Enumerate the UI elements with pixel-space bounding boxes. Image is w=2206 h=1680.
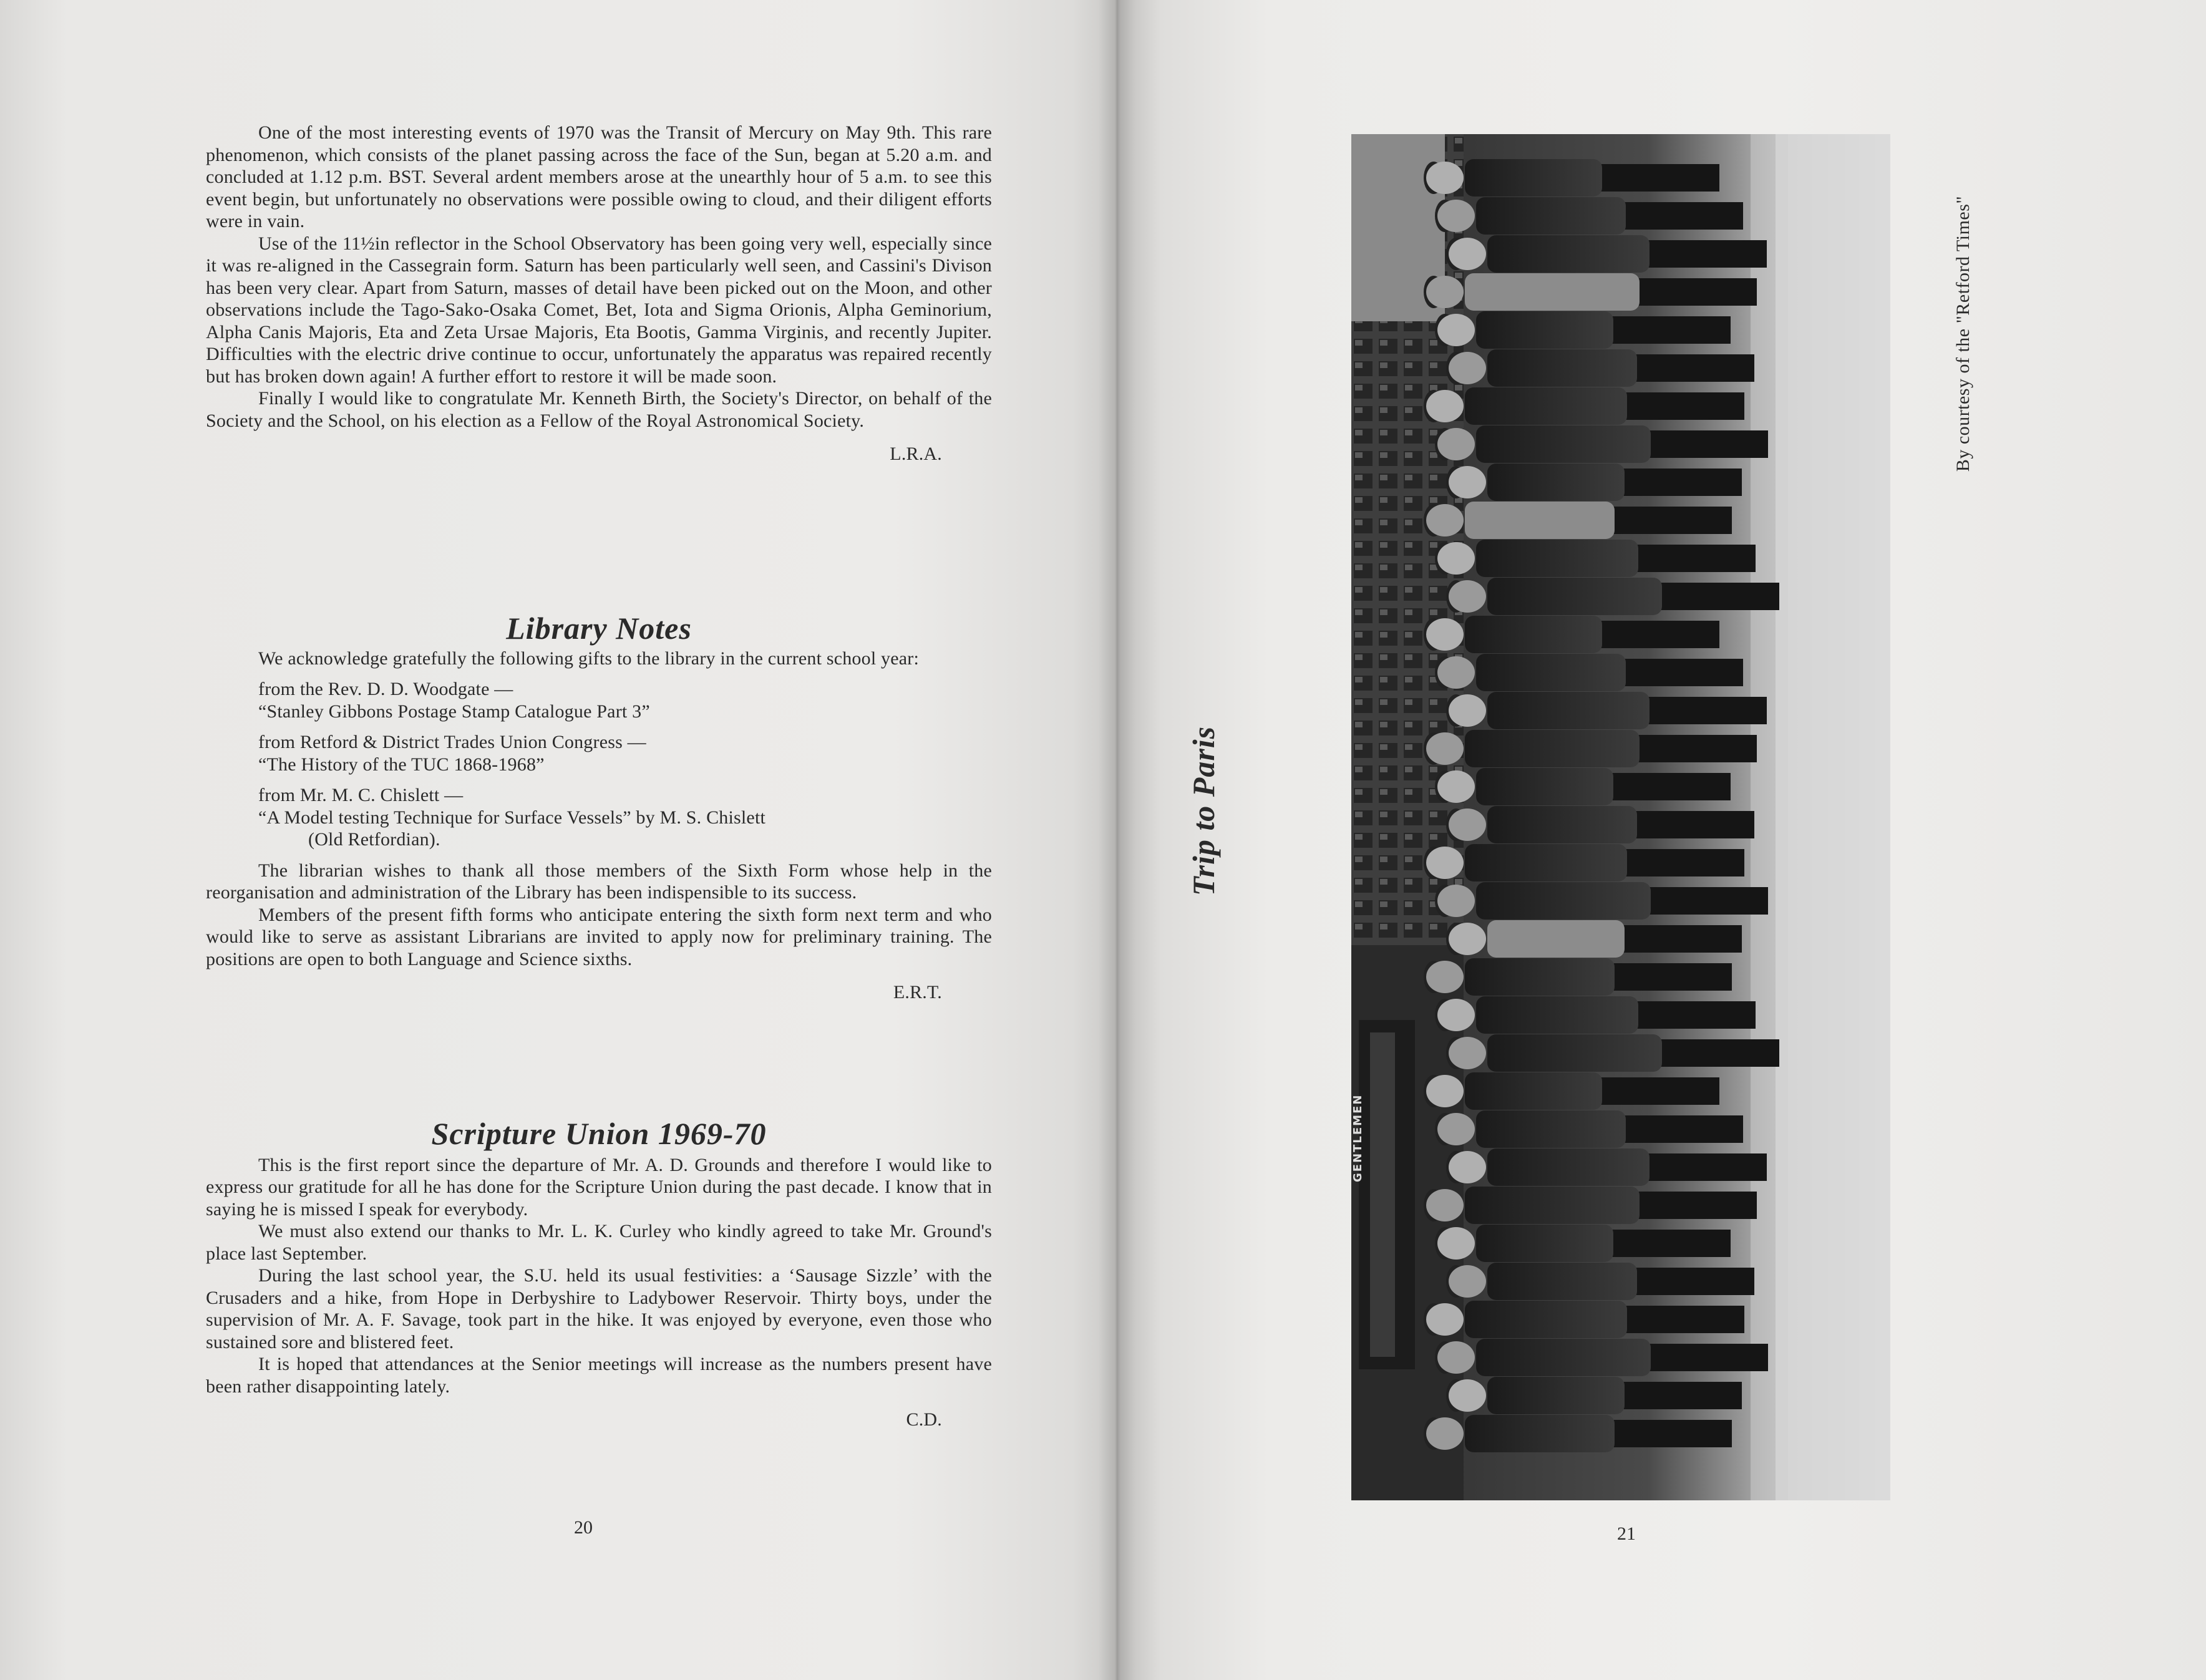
gift-item: [206, 784, 992, 851]
student-figure: [1424, 387, 1744, 425]
scripture-paragraph: It is hoped that attendances at the Senior meetings will increase as the numbers present have been rather disappointing lately.: [206, 1354, 992, 1397]
library-title: Library Notes: [506, 611, 692, 646]
library-signature: E.R.T.: [893, 982, 942, 1003]
astronomy-paragraph: One of the most interesting events of 1970 was the Transit of Mercury on May 9th. This rare phenomenon, which consists of the planet passing across the face of the Sun, began at 5.20 a.m. and concluded at 1.12 p.m. BST. Several ardent members arose at the unearthly hour of 5 a.m. to see this event begin, but unfortunately no observations were possible owing to cloud, and their diligent efforts were in vain.: [206, 122, 992, 231]
student-figure: [1446, 920, 1742, 958]
scripture-signature: C.D.: [906, 1409, 942, 1430]
gift-donor: from Mr. M. C. Chislett —: [258, 785, 464, 805]
student-figure: [1446, 806, 1754, 843]
astronomy-signature: L.R.A.: [890, 444, 942, 464]
photo-credit: By courtesy of the "Retford Times": [1953, 195, 1973, 472]
student-figure: [1446, 349, 1754, 387]
gift-title: “Stanley Gibbons Postage Stamp Catalogue Part 3”: [258, 701, 650, 722]
student-figure: [1424, 273, 1757, 311]
student-figure: [1435, 540, 1756, 577]
student-figure: [1424, 502, 1732, 539]
student-figure: [1424, 1072, 1719, 1110]
photo-title: Trip to Paris: [1186, 726, 1221, 896]
student-figure: [1424, 1415, 1732, 1452]
photo-sign: GENTLEMEN: [1351, 1094, 1364, 1182]
student-figure: [1446, 692, 1767, 729]
student-figure: [1435, 1339, 1768, 1376]
student-figure: [1424, 730, 1757, 767]
gift-item: [206, 678, 992, 722]
student-figure: [1446, 1034, 1779, 1072]
gift-donor: from Retford & District Trades Union Congress —: [258, 732, 646, 752]
scripture-title: Scripture Union 1969-70: [431, 1116, 767, 1151]
student-figure: [1435, 1225, 1731, 1262]
library-paragraph: Members of the present fifth forms who anticipate entering the sixth form next term and who would like to serve as assistant Librarians are invited to apply now for preliminary training. The positions are open to both Language and Science sixths.: [206, 904, 992, 969]
student-figure: [1424, 1187, 1757, 1224]
scripture-section: [206, 1116, 992, 1431]
student-figure: [1424, 958, 1732, 996]
student-figure: [1424, 1301, 1744, 1338]
student-figure: [1435, 996, 1756, 1034]
scripture-paragraph: This is the first report since the departure of Mr. A. D. Grounds and therefore I would like to express our gratitude for all he has done for the Scripture Union during the past decade. I know that in saying he is missed I speak for everybody.: [206, 1154, 992, 1220]
student-figure: [1424, 616, 1719, 653]
library-paragraph: The librarian wishes to thank all those members of the Sixth Form whose help in the reorganisation and administration of the Library has been indispensible to its success.: [206, 860, 992, 903]
scripture-paragraph: We must also extend our thanks to Mr. L. K. Curley who kindly agreed to take Mr. Ground's place last September.: [206, 1221, 992, 1264]
student-figure: [1435, 197, 1743, 235]
astronomy-paragraph: Use of the 11½in reflector in the School Observatory has been going very well, especially since it was re-aligned in the Cassegrain form. Saturn has been particularly well seen, and Cassini's Divison has been very clear. Apart from Saturn, masses of detail have been picked out on the Moon, and other observations include the Tago-Sako-Osaka Comet, Bet, Iota and Sigma Orionis, Alpha Geminorium, Alpha Canis Majoris, Eta and Zeta Ursae Majoris, Eta Bootis, Gamma Virginis, and recently Jupiter. Difficulties with the electric drive continue to occur, unfortunately the apparatus was repaired recently but has broken down again! A further effort to restore it will be made soon.: [206, 233, 992, 387]
astronomy-section: [206, 122, 992, 465]
student-figure: [1446, 235, 1767, 273]
student-figure: [1435, 311, 1731, 349]
student-figure: [1435, 1110, 1743, 1148]
student-figure: [1435, 425, 1768, 463]
group-photo: [1351, 134, 1890, 1500]
student-figure: [1435, 768, 1731, 805]
gift-note: (Old Retfordian).: [308, 829, 440, 850]
gift-donor: from the Rev. D. D. Woodgate —: [258, 679, 513, 699]
gift-item: [206, 731, 992, 775]
student-figure: [1424, 159, 1719, 197]
student-figure: [1446, 1263, 1754, 1300]
astronomy-paragraph: Finally I would like to congratulate Mr. Kenneth Birth, the Society's Director, on behalf of the Society and the School, on his election as a Fellow of the Royal Astronomical Society.: [206, 388, 992, 431]
page-number-left: 20: [574, 1517, 593, 1538]
book-gutter: [1098, 0, 1135, 1680]
library-section: [206, 611, 992, 1004]
gift-title: “A Model testing Technique for Surface Vessels” by M. S. Chislett: [258, 807, 766, 828]
student-figure: [1446, 1377, 1742, 1414]
gift-title: “The History of the TUC 1868-1968”: [258, 754, 545, 775]
group-photo-image: [1351, 134, 1890, 1500]
library-intro: We acknowledge gratefully the following gifts to the library in the current school year:: [258, 648, 920, 669]
scripture-paragraph: During the last school year, the S.U. held its usual festivities: a ‘Sausage Sizzle’ with the Crusaders and a hike, from Hope in Derbyshire to Ladybower Reservoir. Thirty boys, under the supervision of Mr. A. F. Savage, took part in the hike. It was enjoyed by everyone, even those who sustained sore and blistered feet.: [206, 1265, 992, 1352]
page-number-right: 21: [1617, 1523, 1636, 1544]
student-figure: [1446, 1148, 1767, 1186]
student-figure: [1435, 654, 1743, 691]
student-figure: [1446, 578, 1779, 615]
student-figure: [1446, 464, 1742, 501]
student-figure: [1424, 844, 1744, 881]
student-figure: [1435, 882, 1768, 920]
